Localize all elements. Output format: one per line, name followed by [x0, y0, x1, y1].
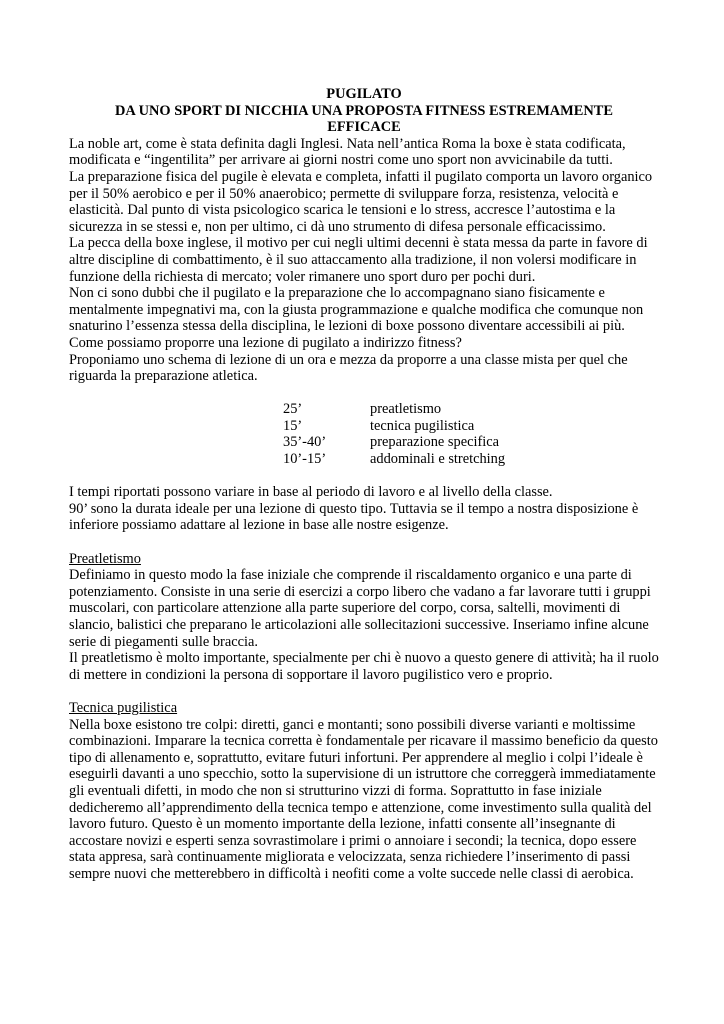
intro-section	[69, 136, 659, 385]
schedule-activity: preparazione specifica	[370, 434, 500, 451]
schedule-row	[283, 418, 659, 435]
schedule-activity: tecnica pugilistica	[370, 417, 475, 434]
schedule-row	[283, 434, 659, 451]
notes-section	[69, 484, 659, 534]
intro-paragraph: Non ci sono dubbi che il pugilato e la preparazione che lo accompagnano siano fisicamente e mentalmente impegnativi ma, con la giusta programmazione e qualche modifica che comunque non snaturino l’essenza stessa della disciplina, le lezioni di boxe possono diventare accessibili ai più.	[69, 285, 644, 335]
lesson-schedule	[283, 401, 659, 467]
preatletismo-section	[69, 551, 659, 684]
notes-paragraph: 90’ sono la durata ideale per una lezione di questo tipo. Tuttavia se il tempo a nostra disposizione è inferiore possiamo adattare al lezione in base alle nostre esigenze.	[69, 500, 639, 534]
section-paragraph: Definiamo in questo modo la fase iniziale che comprende il riscaldamento organico e una parte di potenziamento. Consiste in una serie di esercizi a corpo libero che vadano a far lavorare tutti i gruppi muscolari, con particolare attenzione alla parte superiore del corpo, corsa, saltelli, movimenti di slancio, balistici che preparano le articolazioni alle sollecitazioni successive. Inseriamo infine alcune serie di piegamenti sulle braccia.	[69, 567, 651, 650]
document-title-line-3: EFFICACE	[327, 119, 401, 136]
document-page	[69, 86, 659, 883]
schedule-activity: preatletismo	[370, 401, 442, 418]
schedule-time: 35’-40’	[283, 434, 327, 451]
intro-paragraph: La noble art, come è stata definita dagli Inglesi. Nata nell’antica Roma la boxe è stata codificata, modificata e “ingentilita” per arrivare ai giorni nostri come uno sport non avvicinabile da tutti.	[69, 135, 626, 169]
schedule-row	[283, 401, 659, 418]
section-paragraph: Nella boxe esistono tre colpi: diretti, ganci e montanti; sono possibili diverse varianti e moltissime combinazioni. Imparare la tecnica corretta è fondamentale per ricavare il massimo beneficio da questo tipo di allenamento e, soprattutto, evitare futuri infortuni. Per apprendere al meglio i colpi l’ideale è eseguirli davanti a uno specchio, sotto la supervisione di un istruttore che correggerà immediatamente gli eventuali difetti, in modo che non si strutturino vizzi di forma. Soprattutto in fase iniziale dedicheremo all’apprendimento della tecnica tempo e attenzione, come investimento sulla qualità del lavoro futuro. Questo è un momento importante della lezione, infatti consente all’insegnante di accostare novizi e esperti senza sovrastimolare i primi o annoiare i secondi; la tecnica, dopo essere stata appresa, sarà continuamente migliorata e velocizzata, senza richiedere l’inserimento di passi sempre nuovi che metterebbero in difficoltà i neofiti come a volte succede nelle classi di aerobica.	[69, 716, 658, 882]
schedule-time: 10’-15’	[283, 451, 327, 468]
notes-paragraph: I tempi riportati possono variare in base al periodo di lavoro e al livello della classe.	[69, 484, 553, 501]
section-heading-tecnica: Tecnica pugilistica	[69, 699, 178, 716]
schedule-row	[283, 451, 659, 468]
tecnica-section	[69, 700, 659, 883]
intro-paragraph: Come possiamo proporre una lezione di pugilato a indirizzo fitness?	[69, 334, 462, 351]
section-heading-preatletismo: Preatletismo	[69, 550, 141, 567]
document-title-line-1: PUGILATO	[326, 86, 402, 102]
intro-paragraph: La pecca della boxe inglese, il motivo per cui negli ultimi decenni è stata messa da parte in favore di altre discipline di combattimento, è il suo attaccamento alla tradizione, il non volersi modificare in funzione della richiesta di mercato; voler rimanere uno sport duro per pochi duri.	[69, 235, 648, 285]
schedule-time: 15’	[283, 417, 303, 434]
intro-paragraph: La preparazione fisica del pugile è elevata e completa, infatti il pugilato comporta un lavoro organico per il 50% aerobico e per il 50% anaerobico; permette di sviluppare forza, resistenza, velocità e elasticità. Dal punto di vista psicologico scarica le tensioni e lo stress, accresce l’autostima e la sicurezza in se stessi e, non per ultimo, ci dà uno strumento di difesa personale efficacissimo.	[69, 168, 653, 235]
intro-paragraph: Proponiamo uno schema di lezione di un ora e mezza da proporre a una classe mista per quel che riguarda la preparazione atletica.	[69, 351, 628, 385]
schedule-activity: addominali e stretching	[370, 451, 506, 468]
schedule-time: 25’	[283, 401, 303, 418]
section-paragraph: Il preatletismo è molto importante, specialmente per chi è nuovo a questo genere di attività; ha il ruolo di mettere in condizioni la persona di sopportare il lavoro pugilistico vero e proprio.	[69, 650, 659, 683]
document-title-line-2: DA UNO SPORT DI NICCHIA UNA PROPOSTA FITNESS ESTREMAMENTE	[115, 102, 613, 119]
